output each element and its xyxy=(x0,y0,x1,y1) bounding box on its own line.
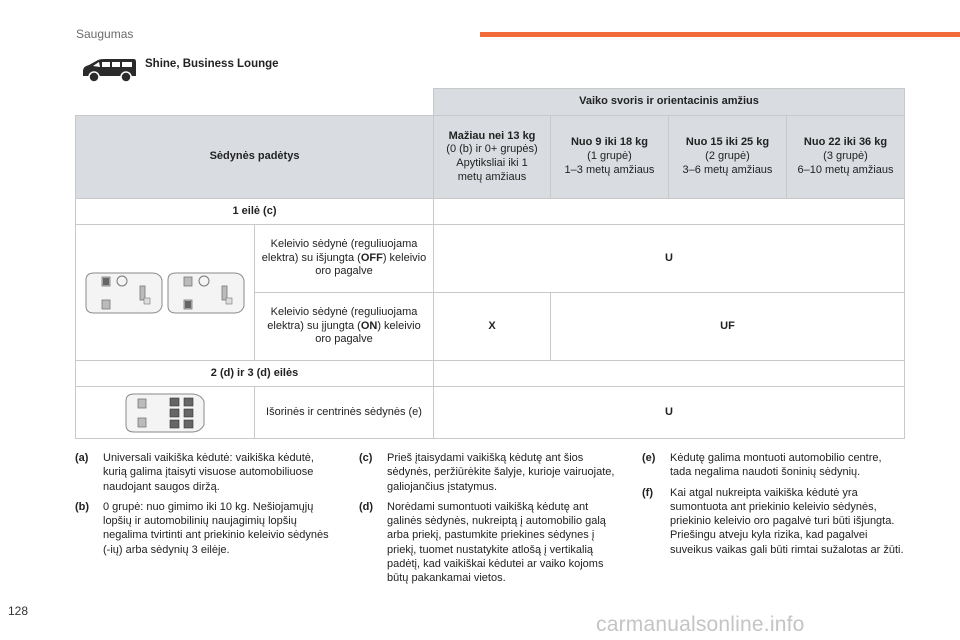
rear-seat-diagram-cell xyxy=(76,387,255,439)
outer-center-seats-label: Išorinės ir centrinės sėdynės (e) xyxy=(255,387,434,439)
passenger-airbag-on-value-group0: X xyxy=(434,293,551,361)
footnote xyxy=(75,500,335,557)
footnote-text: Universali vaikiška kėdutė: vaikiška kėdutė, kurią galima įtaisyti visuose automobiliuose naudojant saugos diržą. xyxy=(103,452,314,493)
footnote xyxy=(642,451,904,480)
column-line: (0 (b) ir 0+ grupės) xyxy=(446,143,538,156)
notes-column-3 xyxy=(642,451,904,563)
column-line: 3–6 metų amžiaus xyxy=(682,163,773,176)
front-seat-diagram-cell xyxy=(76,225,255,361)
header-accent-bar xyxy=(480,32,960,37)
footnote-key: (d) xyxy=(359,500,374,513)
column-title: Nuo 22 iki 36 kg xyxy=(803,136,888,149)
model-names xyxy=(145,58,279,70)
column-line: (3 grupė) xyxy=(823,150,868,163)
watermark: carmanualsonline.info xyxy=(596,613,805,636)
model-name-business-lounge: Business Lounge xyxy=(182,58,279,70)
model-name-shine: Shine xyxy=(145,58,177,70)
footnote-key: (a) xyxy=(75,452,89,464)
footnote-text: Kėdutę galima montuoti automobilio centre, tada negalima naudoti šoninių sėdynių. xyxy=(670,452,882,479)
child-seat-table xyxy=(75,88,905,439)
outer-center-seats-value: U xyxy=(434,387,905,439)
passenger-airbag-off-label xyxy=(255,225,434,293)
front-seat-car-diagram-icon xyxy=(82,270,248,316)
label-text: ) keleivio oro pagalve xyxy=(315,251,427,278)
footnote xyxy=(642,486,904,557)
footnote xyxy=(75,451,335,494)
column-title: Nuo 9 iki 18 kg xyxy=(570,136,649,149)
label-text: Keleivio sėdynė (reguliuojama elektra) su išjungta ( xyxy=(261,237,418,264)
footnote-key: (b) xyxy=(75,500,90,513)
column-title: Nuo 15 iki 25 kg xyxy=(685,136,770,149)
label-bold: OFF xyxy=(360,251,383,264)
column-line: (2 grupė) xyxy=(705,150,750,163)
footnote-text: Kai atgal nukreipta vaikiška kėdutė yra sumontuota ant priekinio keleivio sėdynės, priekinio keleivio oro pagalvė turi būti išjungta. Priešingu atveju kyla rizika, kad pagalvei suveikus vaikas gali būti rimtai sužalotas ar žūti. xyxy=(670,486,904,556)
column-line: Apytiksliai iki 1 xyxy=(456,157,528,169)
footnote xyxy=(359,451,621,494)
page-number: 128 xyxy=(8,604,29,618)
passenger-airbag-on-value-groups123: UF xyxy=(551,293,905,361)
footnote-text: Norėdami sumontuoti vaikišką kėdutę ant galinės sėdynės, nukreiptą į automobilio galą arba priekį, pastumkite priekines sėdynes į priekį, tuomet nustatykite atlošą į vertikalią padėtį, kad vaikiškai kėdutei ar vaiko kojoms būtų pakankamai vietos. xyxy=(387,500,606,585)
rear-seat-car-diagram-icon xyxy=(122,392,208,434)
column-title: Mažiau nei 13 kg xyxy=(448,129,536,142)
weight-age-header: Vaiko svoris ir orientacinis amžius xyxy=(434,89,905,116)
footnote-key: (f) xyxy=(642,486,653,499)
notes-column-1 xyxy=(75,451,335,563)
passenger-airbag-on-label xyxy=(255,293,434,361)
column-line: metų amžiaus xyxy=(457,170,527,183)
column-line: 6–10 metų amžiaus xyxy=(797,163,894,176)
passenger-airbag-off-value: U xyxy=(434,225,905,293)
column-header-group-0 xyxy=(434,116,551,199)
column-line: 1–3 metų amžiaus xyxy=(564,163,655,176)
footnote-text: 0 grupė: nuo gimimo iki 10 kg. Nešiojamųjų lopšių ir automobilinių naujagimių lopšių negalima tvirtinti ant priekinio keleivio sėdynės (-ių) arba sėdynių 3 eilėje. xyxy=(103,500,329,556)
van-icon xyxy=(80,57,138,85)
footnote-text: Prieš įtaisydami vaikišką kėdutę ant šios sėdynės, peržiūrėkite šalyje, kurioje vairuojate, galiojančius įstatymus. xyxy=(387,452,615,493)
footnote-key: (e) xyxy=(642,452,656,464)
row1-label: 1 eilė (c) xyxy=(76,199,434,225)
section-title: Saugumas xyxy=(76,27,134,41)
column-header-group-1 xyxy=(551,116,669,199)
column-line: (1 grupė) xyxy=(587,150,632,163)
label-bold: ON xyxy=(360,319,378,332)
seat-position-header: Sėdynės padėtys xyxy=(76,116,434,199)
row2-label: 2 (d) ir 3 (d) eilės xyxy=(76,361,434,387)
footnote xyxy=(359,500,621,586)
footnote-key: (c) xyxy=(359,452,373,464)
column-header-group-2 xyxy=(669,116,787,199)
column-header-group-3 xyxy=(787,116,905,199)
model-separator: , xyxy=(176,58,183,70)
label-text: Keleivio sėdynė (reguliuojama elektra) su įjungta ( xyxy=(267,305,418,332)
notes-column-2 xyxy=(359,451,621,592)
label-text: ) keleivio oro pagalve xyxy=(315,319,421,346)
